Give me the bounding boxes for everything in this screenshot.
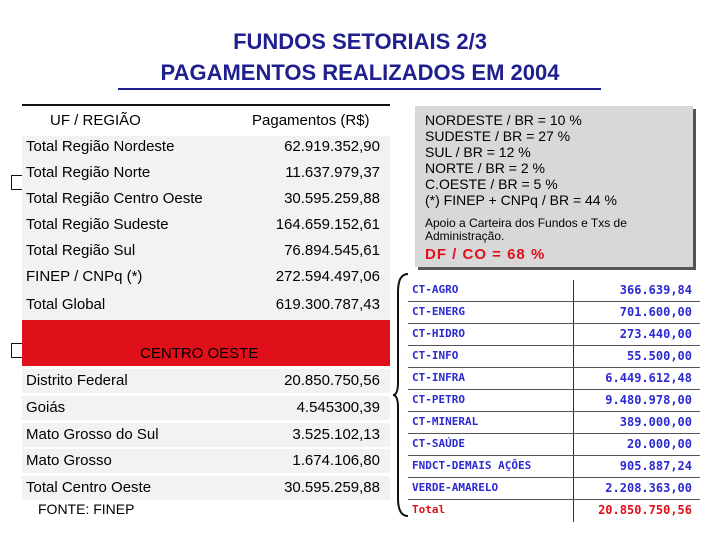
table-row (408, 478, 700, 500)
row-label: Distrito Federal (26, 372, 128, 389)
row-value: 20.850.750,56 (284, 372, 380, 389)
title-underline (118, 88, 601, 90)
info-line: SUDESTE / BR = 27 % (425, 128, 571, 144)
table-row (408, 390, 700, 412)
ct-value: 20.000,00 (626, 437, 692, 451)
table-row (408, 368, 700, 390)
table-row (22, 212, 390, 238)
column-divider (573, 302, 574, 324)
row-label: Mato Grosso do Sul (26, 426, 159, 443)
header-pagamentos: Pagamentos (R$) (252, 112, 370, 129)
ct-value: 701.600,00 (619, 305, 692, 319)
row-label: Total Centro Oeste (26, 479, 152, 496)
table-row-total (22, 292, 390, 318)
table-row (408, 434, 700, 456)
row-value: 619.300.787,43 (275, 296, 380, 313)
info-line: SUL / BR = 12 % (425, 144, 531, 160)
row-label: Total Região Norte (26, 164, 151, 181)
centro-oeste-title: CENTRO OESTE (140, 345, 259, 362)
table-row (22, 134, 390, 160)
row-label: Total Região Nordeste (26, 138, 175, 155)
table-row (408, 456, 700, 478)
percentage-info-box (415, 106, 693, 267)
table-row (408, 302, 700, 324)
ct-label: CT-AGRO (412, 283, 459, 296)
row-label: Total Região Sudeste (26, 216, 169, 233)
ct-label: CT-INFO (412, 349, 459, 362)
df-co-ratio: DF / CO = 68 % (425, 246, 546, 263)
ct-value: 9.480.978,00 (605, 393, 692, 407)
row-label: Mato Grosso (26, 452, 112, 469)
column-divider (573, 346, 574, 368)
table-row (22, 369, 390, 393)
column-divider (573, 412, 574, 434)
info-line: (*) FINEP + CNPq / BR = 44 % (425, 192, 617, 208)
row-value: 62.919.352,90 (284, 138, 380, 155)
page-title-line1: FUNDOS SETORIAIS 2/3 (233, 29, 487, 54)
table-row (22, 186, 390, 212)
header-uf-regiao: UF / REGIÃO (50, 112, 141, 129)
row-label: FINEP / CNPq (*) (26, 268, 143, 285)
ct-label: Total (412, 503, 446, 516)
row-label: Total Região Centro Oeste (26, 190, 203, 207)
region-table-header (22, 104, 390, 136)
column-divider (573, 368, 574, 390)
row-value: 272.594.497,06 (275, 268, 380, 285)
table-row (22, 449, 390, 473)
table-row (22, 264, 390, 290)
table-row (408, 280, 700, 302)
table-row (408, 324, 700, 346)
ct-label: CT-INFRA (412, 371, 465, 384)
row-value: 76.894.545,61 (284, 242, 380, 259)
row-value: 30.595.259,88 (284, 479, 380, 496)
table-row (408, 412, 700, 434)
ct-label: CT-PETRO (412, 393, 465, 406)
table-row (22, 160, 390, 186)
row-value: 11.637.979,37 (285, 164, 380, 181)
row-value: 164.659.152,61 (275, 216, 380, 233)
ct-value: 6.449.612,48 (605, 371, 692, 385)
table-row (22, 396, 390, 420)
info-note: Apoio a Carteira dos Fundos e Txs de Administração. (425, 216, 627, 243)
column-divider (573, 500, 574, 522)
row-label: Goiás (26, 399, 66, 416)
source-note: FONTE: FINEP (38, 501, 135, 517)
table-row-total (408, 500, 700, 522)
ct-funds-table (408, 280, 700, 522)
info-line: NORTE / BR = 2 % (425, 160, 545, 176)
row-label: Total Região Sul (26, 242, 136, 259)
ct-label: CT-MINERAL (412, 415, 479, 428)
column-divider (573, 478, 574, 500)
info-line: C.OESTE / BR = 5 % (425, 176, 558, 192)
ct-label: CT-ENERG (412, 305, 465, 318)
column-divider (573, 280, 574, 302)
column-divider (573, 456, 574, 478)
row-value: 3.525.102,13 (292, 426, 380, 443)
ct-label: FNDCT-DEMAIS AÇÕES (412, 459, 532, 472)
ct-value: 2.208.363,00 (605, 481, 692, 495)
table-row (22, 238, 390, 264)
row-label: Total Global (26, 296, 106, 313)
region-payments-table (22, 104, 390, 336)
row-value: 1.674.106,80 (292, 452, 380, 469)
ct-value: 905.887,24 (619, 459, 692, 473)
ct-value: 55.500,00 (626, 349, 692, 363)
ct-label: VERDE-AMARELO (412, 481, 499, 494)
row-value: 30.595.259,88 (284, 190, 380, 207)
page-title-line2: PAGAMENTOS REALIZADOS EM 2004 (160, 60, 560, 85)
red-divider-bar (22, 320, 390, 336)
table-row (408, 346, 700, 368)
column-divider (573, 434, 574, 456)
table-row-total (22, 476, 390, 500)
ct-value: 273.440,00 (619, 327, 692, 341)
ct-value: 20.850.750,56 (598, 503, 692, 517)
info-line: NORDESTE / BR = 10 % (425, 112, 582, 128)
row-value: 4.545300,39 (296, 399, 380, 416)
column-divider (573, 390, 574, 412)
column-divider (573, 324, 574, 346)
table-row (22, 423, 390, 447)
ct-value: 389.000,00 (619, 415, 692, 429)
ct-value: 366.639,84 (619, 283, 692, 297)
ct-label: CT-SAÚDE (412, 437, 465, 450)
ct-label: CT-HIDRO (412, 327, 465, 340)
